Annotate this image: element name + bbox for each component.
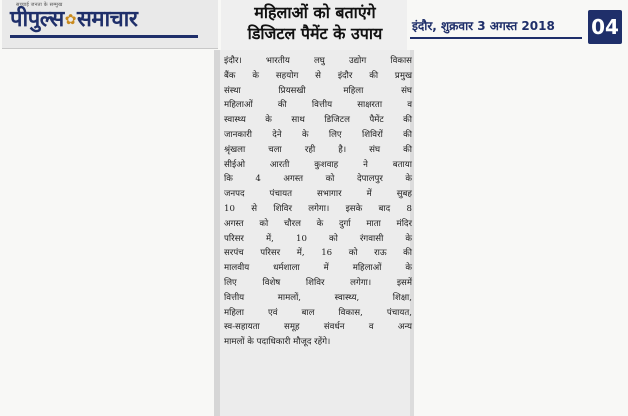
marigold-icon: ✿ [64, 12, 76, 28]
article-headline [227, 2, 403, 44]
article-line: इंदौर। भारतीय लघु उद्योग विकास [224, 56, 412, 66]
column-edge-left [214, 50, 220, 416]
article-line: 10 से शिविर लगेगा। इसके बाद 8 [224, 203, 412, 214]
article-line: सीईओ आरती कुशवाह ने बताया [224, 159, 412, 170]
brand-right: समाचार [76, 7, 138, 32]
article-line: लिए विशेष शिविर लगेगा। इसमें [224, 277, 412, 288]
article-line: जनपद पंचायत सभागार में सुबह [224, 189, 412, 200]
article-line: कि 4 अगस्त को देपालपुर के [224, 174, 412, 185]
article-line: वित्तीय मामलों, स्वास्थ्य, शिक्षा, [224, 292, 412, 303]
article-line: स्वास्थ्य के साथ डिजिटल पैमेंट की [224, 115, 412, 126]
article-line: महिला एवं बाल विकास, पंचायत, [224, 307, 412, 318]
brand-left: पीपुल्स [10, 7, 64, 32]
article-line: परिसर में, 10 को रंगवासी के [224, 233, 412, 244]
article-line: मामलों के पदाधिकारी मौजूद रहेंगे। [224, 337, 331, 348]
dateline: इंदौर, शुक्रवार 3 अगस्त 2018 [412, 19, 555, 33]
masthead [2, 0, 218, 49]
headline-line-1: महिलाओं को बताएंगे [254, 3, 376, 22]
article-line: मालवीय धर्मशाला में महिलाओं के [224, 263, 412, 274]
masthead-underline [10, 35, 198, 38]
headline-box [221, 0, 407, 50]
article-body [224, 54, 412, 350]
masthead-tagline: सच्चाई जनता के सम्मुख [16, 2, 63, 8]
article-line: अगस्त को चौरल के दुर्गा माता मंदिर [224, 218, 412, 229]
article-line: बैंक के सहयोग से इंदौर की प्रमुख [224, 70, 412, 81]
page-number: 04 [588, 10, 622, 44]
article-column [214, 50, 414, 416]
article-line: महिलाओं की वित्तीय साक्षरता व [224, 100, 412, 111]
article-line: संस्था प्रियसखी महिला संघ [224, 85, 412, 96]
article-line: श्रृंखला चला रही है। संघ की [224, 144, 412, 155]
article-line: जानकारी देने के लिए शिविरों की [224, 129, 412, 140]
article-line: स्व-सहायता समूह संवर्धन व अन्य [224, 322, 412, 333]
dateline-rule [410, 37, 582, 39]
headline-line-2: डिजिटल पैमेंट के उपाय [247, 24, 383, 43]
article-line: सरपंच परिसर में, 16 को राऊ की [224, 248, 412, 259]
newspaper-logo [10, 7, 137, 33]
